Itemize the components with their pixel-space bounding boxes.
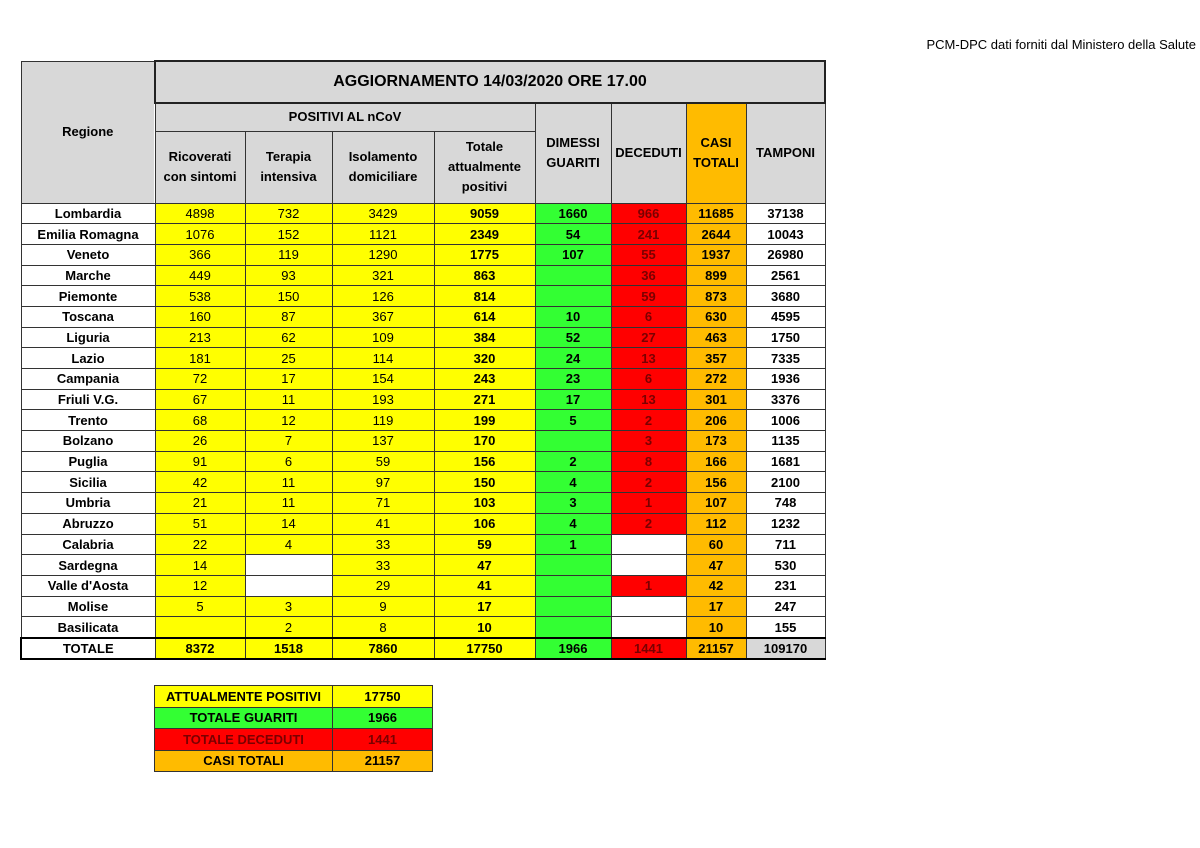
cell-terapia	[245, 555, 332, 576]
cell-isolamento: 193	[332, 389, 434, 410]
cell-casi: 47	[686, 555, 746, 576]
cell-terapia: 11	[245, 389, 332, 410]
cell-isolamento: 33	[332, 534, 434, 555]
cell-totale: 243	[434, 369, 535, 390]
cell-guariti: 1660	[535, 203, 611, 224]
cell-casi: 10	[686, 617, 746, 638]
cell-regione: Sicilia	[21, 472, 155, 493]
summary-label: TOTALE DECEDUTI	[155, 729, 333, 751]
cell-guariti	[535, 596, 611, 617]
cell-regione: Liguria	[21, 327, 155, 348]
cell-regione: Piemonte	[21, 286, 155, 307]
cell-guariti: 24	[535, 348, 611, 369]
cell-casi: 630	[686, 306, 746, 327]
cell-isolamento: 3429	[332, 203, 434, 224]
cell-terapia: 2	[245, 617, 332, 638]
cell-tamponi: 1135	[746, 431, 825, 452]
cell-guariti	[535, 575, 611, 596]
cell-casi: 166	[686, 451, 746, 472]
cell-terapia: 152	[245, 224, 332, 245]
cell-totale: 1775	[434, 244, 535, 265]
covid-data-table	[20, 60, 826, 660]
cell-totale: 199	[434, 410, 535, 431]
cell-tamponi: 2100	[746, 472, 825, 493]
cell-tamponi: 37138	[746, 203, 825, 224]
cell-isolamento: 9	[332, 596, 434, 617]
table-row	[21, 327, 825, 348]
table-row	[21, 410, 825, 431]
cell-deceduti: 2	[611, 513, 686, 534]
cell-ricoverati: 26	[155, 431, 245, 452]
summary-value: 1966	[333, 707, 433, 729]
table-row	[21, 306, 825, 327]
summary-value: 21157	[333, 750, 433, 772]
cell-guariti	[535, 555, 611, 576]
cell-deceduti: 966	[611, 203, 686, 224]
cell-ricoverati: 42	[155, 472, 245, 493]
cell-casi: 873	[686, 286, 746, 307]
cell-regione: Lazio	[21, 348, 155, 369]
cell-terapia: 25	[245, 348, 332, 369]
total-row	[21, 638, 825, 659]
cell-tamponi: 530	[746, 555, 825, 576]
cell-guariti: 2	[535, 451, 611, 472]
summary-label: ATTUALMENTE POSITIVI	[155, 686, 333, 708]
table-row	[21, 534, 825, 555]
cell-tamponi: 1681	[746, 451, 825, 472]
cell-totale: 17750	[434, 638, 535, 659]
cell-deceduti: 59	[611, 286, 686, 307]
cell-tamponi: 10043	[746, 224, 825, 245]
cell-casi: 107	[686, 493, 746, 514]
summary-row	[155, 729, 433, 751]
cell-ricoverati: 12	[155, 575, 245, 596]
cell-terapia: 1518	[245, 638, 332, 659]
cell-isolamento: 7860	[332, 638, 434, 659]
cell-regione: Trento	[21, 410, 155, 431]
cell-regione: Campania	[21, 369, 155, 390]
cell-casi: 11685	[686, 203, 746, 224]
cell-deceduti: 1441	[611, 638, 686, 659]
cell-isolamento: 71	[332, 493, 434, 514]
cell-casi: 463	[686, 327, 746, 348]
cell-tamponi: 2561	[746, 265, 825, 286]
cell-casi: 357	[686, 348, 746, 369]
cell-isolamento: 41	[332, 513, 434, 534]
cell-isolamento: 367	[332, 306, 434, 327]
cell-guariti: 54	[535, 224, 611, 245]
cell-tamponi: 247	[746, 596, 825, 617]
cell-totale: 156	[434, 451, 535, 472]
table-row	[21, 451, 825, 472]
cell-deceduti: 6	[611, 369, 686, 390]
cell-ricoverati: 538	[155, 286, 245, 307]
cell-guariti	[535, 431, 611, 452]
header-dimessi-guariti: DIMESSI GUARITI	[535, 103, 611, 203]
header-regione: Regione	[21, 61, 155, 203]
table-row	[21, 575, 825, 596]
cell-terapia	[245, 575, 332, 596]
cell-terapia: 93	[245, 265, 332, 286]
cell-ricoverati: 8372	[155, 638, 245, 659]
cell-totale: 47	[434, 555, 535, 576]
cell-tamponi: 711	[746, 534, 825, 555]
cell-casi: 272	[686, 369, 746, 390]
cell-isolamento: 109	[332, 327, 434, 348]
cell-tamponi: 1936	[746, 369, 825, 390]
cell-casi: 899	[686, 265, 746, 286]
cell-guariti: 1	[535, 534, 611, 555]
cell-deceduti: 13	[611, 389, 686, 410]
cell-isolamento: 137	[332, 431, 434, 452]
cell-ricoverati: 72	[155, 369, 245, 390]
cell-regione: Marche	[21, 265, 155, 286]
cell-isolamento: 114	[332, 348, 434, 369]
cell-ricoverati: 181	[155, 348, 245, 369]
cell-guariti: 1966	[535, 638, 611, 659]
cell-deceduti	[611, 534, 686, 555]
cell-regione: TOTALE	[21, 638, 155, 659]
cell-tamponi: 155	[746, 617, 825, 638]
cell-deceduti: 241	[611, 224, 686, 245]
summary-label: TOTALE GUARITI	[155, 707, 333, 729]
cell-guariti: 3	[535, 493, 611, 514]
cell-terapia: 4	[245, 534, 332, 555]
cell-tamponi: 26980	[746, 244, 825, 265]
cell-deceduti: 2	[611, 472, 686, 493]
cell-deceduti: 3	[611, 431, 686, 452]
cell-ricoverati: 21	[155, 493, 245, 514]
table-row	[21, 224, 825, 245]
cell-deceduti	[611, 617, 686, 638]
cell-totale: 103	[434, 493, 535, 514]
cell-deceduti: 27	[611, 327, 686, 348]
cell-regione: Sardegna	[21, 555, 155, 576]
cell-deceduti: 36	[611, 265, 686, 286]
cell-totale: 9059	[434, 203, 535, 224]
cell-isolamento: 59	[332, 451, 434, 472]
cell-ricoverati: 449	[155, 265, 245, 286]
cell-guariti	[535, 286, 611, 307]
header-isolamento: Isolamento domiciliare	[332, 131, 434, 203]
cell-totale: 59	[434, 534, 535, 555]
source-note: PCM-DPC dati forniti dal Ministero della Salute	[926, 37, 1196, 52]
cell-ricoverati: 160	[155, 306, 245, 327]
cell-regione: Calabria	[21, 534, 155, 555]
cell-guariti: 23	[535, 369, 611, 390]
cell-totale: 384	[434, 327, 535, 348]
cell-deceduti	[611, 596, 686, 617]
summary-row	[155, 686, 433, 708]
cell-isolamento: 119	[332, 410, 434, 431]
cell-terapia: 62	[245, 327, 332, 348]
cell-ricoverati: 366	[155, 244, 245, 265]
cell-tamponi: 231	[746, 575, 825, 596]
cell-regione: Lombardia	[21, 203, 155, 224]
table-row	[21, 286, 825, 307]
cell-terapia: 87	[245, 306, 332, 327]
cell-regione: Umbria	[21, 493, 155, 514]
cell-totale: 614	[434, 306, 535, 327]
cell-ricoverati: 67	[155, 389, 245, 410]
cell-casi: 206	[686, 410, 746, 431]
table-row	[21, 348, 825, 369]
cell-casi: 1937	[686, 244, 746, 265]
cell-isolamento: 1121	[332, 224, 434, 245]
cell-regione: Abruzzo	[21, 513, 155, 534]
header-ricoverati: Ricoverati con sintomi	[155, 131, 245, 203]
cell-deceduti: 1	[611, 575, 686, 596]
cell-deceduti: 1	[611, 493, 686, 514]
cell-tamponi: 1232	[746, 513, 825, 534]
cell-terapia: 14	[245, 513, 332, 534]
cell-casi: 173	[686, 431, 746, 452]
cell-regione: Veneto	[21, 244, 155, 265]
cell-totale: 863	[434, 265, 535, 286]
cell-ricoverati	[155, 617, 245, 638]
cell-totale: 320	[434, 348, 535, 369]
cell-guariti: 4	[535, 472, 611, 493]
cell-totale: 17	[434, 596, 535, 617]
cell-deceduti: 6	[611, 306, 686, 327]
cell-deceduti: 2	[611, 410, 686, 431]
cell-terapia: 17	[245, 369, 332, 390]
cell-casi: 112	[686, 513, 746, 534]
cell-terapia: 11	[245, 472, 332, 493]
cell-isolamento: 1290	[332, 244, 434, 265]
cell-casi: 42	[686, 575, 746, 596]
cell-isolamento: 33	[332, 555, 434, 576]
table-row	[21, 389, 825, 410]
cell-ricoverati: 1076	[155, 224, 245, 245]
cell-deceduti	[611, 555, 686, 576]
cell-tamponi: 109170	[746, 638, 825, 659]
cell-totale: 41	[434, 575, 535, 596]
cell-tamponi: 3680	[746, 286, 825, 307]
table-row	[21, 203, 825, 224]
cell-tamponi: 748	[746, 493, 825, 514]
cell-deceduti: 8	[611, 451, 686, 472]
cell-casi: 17	[686, 596, 746, 617]
header-terapia-intensiva: Terapia intensiva	[245, 131, 332, 203]
header-tamponi: TAMPONI	[746, 103, 825, 203]
cell-ricoverati: 51	[155, 513, 245, 534]
summary-label: CASI TOTALI	[155, 750, 333, 772]
summary-table	[154, 685, 433, 772]
cell-guariti: 10	[535, 306, 611, 327]
cell-guariti: 17	[535, 389, 611, 410]
summary-value: 1441	[333, 729, 433, 751]
cell-casi: 2644	[686, 224, 746, 245]
cell-regione: Friuli V.G.	[21, 389, 155, 410]
table-row	[21, 513, 825, 534]
table-row	[21, 555, 825, 576]
cell-isolamento: 321	[332, 265, 434, 286]
summary-row	[155, 750, 433, 772]
summary-value: 17750	[333, 686, 433, 708]
cell-totale: 814	[434, 286, 535, 307]
header-casi-totali: CASI TOTALI	[686, 103, 746, 203]
cell-guariti: 107	[535, 244, 611, 265]
table-row	[21, 596, 825, 617]
cell-regione: Bolzano	[21, 431, 155, 452]
cell-ricoverati: 4898	[155, 203, 245, 224]
cell-casi: 301	[686, 389, 746, 410]
cell-regione: Emilia Romagna	[21, 224, 155, 245]
table-row	[21, 369, 825, 390]
cell-deceduti: 13	[611, 348, 686, 369]
cell-tamponi: 4595	[746, 306, 825, 327]
cell-isolamento: 29	[332, 575, 434, 596]
cell-totale: 271	[434, 389, 535, 410]
table-row	[21, 244, 825, 265]
cell-totale: 10	[434, 617, 535, 638]
cell-tamponi: 7335	[746, 348, 825, 369]
cell-ricoverati: 91	[155, 451, 245, 472]
cell-guariti: 5	[535, 410, 611, 431]
table-body	[21, 203, 825, 659]
cell-tamponi: 3376	[746, 389, 825, 410]
cell-terapia: 6	[245, 451, 332, 472]
cell-casi: 21157	[686, 638, 746, 659]
cell-tamponi: 1006	[746, 410, 825, 431]
table-row	[21, 265, 825, 286]
cell-ricoverati: 22	[155, 534, 245, 555]
cell-regione: Toscana	[21, 306, 155, 327]
cell-isolamento: 126	[332, 286, 434, 307]
cell-terapia: 7	[245, 431, 332, 452]
header-totale-positivi: Totale attualmente positivi	[434, 131, 535, 203]
cell-terapia: 11	[245, 493, 332, 514]
summary-row	[155, 707, 433, 729]
cell-regione: Basilicata	[21, 617, 155, 638]
cell-regione: Molise	[21, 596, 155, 617]
cell-guariti	[535, 617, 611, 638]
table-row	[21, 493, 825, 514]
cell-terapia: 150	[245, 286, 332, 307]
cell-deceduti: 55	[611, 244, 686, 265]
cell-totale: 106	[434, 513, 535, 534]
cell-totale: 2349	[434, 224, 535, 245]
table-row	[21, 431, 825, 452]
cell-guariti: 52	[535, 327, 611, 348]
header-update-title: AGGIORNAMENTO 14/03/2020 ORE 17.00	[155, 61, 825, 103]
cell-ricoverati: 14	[155, 555, 245, 576]
cell-ricoverati: 68	[155, 410, 245, 431]
cell-terapia: 119	[245, 244, 332, 265]
table-row	[21, 617, 825, 638]
cell-totale: 170	[434, 431, 535, 452]
cell-regione: Valle d'Aosta	[21, 575, 155, 596]
cell-isolamento: 8	[332, 617, 434, 638]
cell-guariti: 4	[535, 513, 611, 534]
cell-casi: 156	[686, 472, 746, 493]
cell-totale: 150	[434, 472, 535, 493]
cell-isolamento: 97	[332, 472, 434, 493]
cell-regione: Puglia	[21, 451, 155, 472]
cell-guariti	[535, 265, 611, 286]
cell-tamponi: 1750	[746, 327, 825, 348]
cell-ricoverati: 5	[155, 596, 245, 617]
cell-isolamento: 154	[332, 369, 434, 390]
cell-ricoverati: 213	[155, 327, 245, 348]
table-row	[21, 472, 825, 493]
header-positivi-group: POSITIVI AL nCoV	[155, 103, 535, 131]
cell-terapia: 3	[245, 596, 332, 617]
cell-terapia: 732	[245, 203, 332, 224]
header-deceduti: DECEDUTI	[611, 103, 686, 203]
cell-terapia: 12	[245, 410, 332, 431]
cell-casi: 60	[686, 534, 746, 555]
